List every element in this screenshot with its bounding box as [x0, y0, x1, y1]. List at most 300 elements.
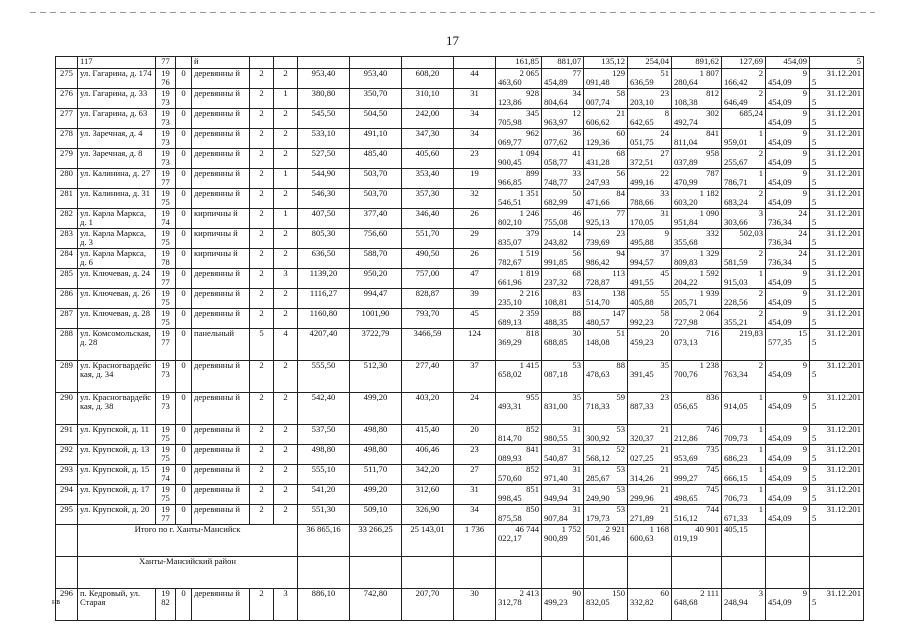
- value-v1: [496, 393, 542, 425]
- area-residential: 403,20: [402, 393, 454, 425]
- value-v5: [672, 169, 722, 189]
- wall-material: деревянны й: [192, 149, 250, 169]
- build-year: 19 75: [156, 229, 176, 249]
- value-v6-fraction: 671,33: [724, 513, 748, 524]
- value-v5-fraction: 492,74: [674, 117, 698, 128]
- area-total: 805,30: [298, 229, 350, 249]
- address: ул. Калинина, д. 31: [78, 189, 156, 209]
- value-v6-fraction: 581,59: [724, 257, 748, 268]
- value-v8-whole: 31.12.201: [826, 288, 861, 298]
- value-v8-whole: 31.12.201: [826, 128, 861, 138]
- value-v5: [672, 309, 722, 329]
- area-total: 555,10: [298, 465, 350, 485]
- value-v5-whole: 302: [706, 108, 719, 118]
- residents: 29: [454, 229, 496, 249]
- value-v5-whole: 841: [706, 128, 719, 138]
- value-v2-whole: 31: [572, 504, 581, 514]
- value-v2-whole: 83: [572, 288, 581, 298]
- value-v6-whole: 2: [758, 308, 763, 318]
- value-v5-whole: 1 939: [699, 288, 719, 298]
- district-empty: [402, 557, 454, 589]
- floors: 2: [250, 309, 274, 329]
- value-v5-whole: 716: [706, 328, 719, 338]
- value-v8-fraction: 5: [812, 197, 817, 208]
- value-v2: [542, 169, 584, 189]
- area-total: 1139,20: [298, 269, 350, 289]
- table-row: [56, 329, 864, 361]
- value-v1: [496, 57, 542, 69]
- value-v4-fraction: 636,59: [630, 77, 654, 88]
- value-v1-whole: 379: [526, 228, 539, 238]
- area-living: 503,70: [350, 189, 402, 209]
- value-v2: [542, 589, 584, 621]
- value-v5: [672, 425, 722, 445]
- area-residential: 242,00: [402, 109, 454, 129]
- total-spacer: [56, 525, 78, 557]
- value-v3-fraction: 091,48: [586, 77, 610, 88]
- value-v6-fraction: 228,56: [724, 297, 748, 308]
- residents: 20: [454, 425, 496, 445]
- value-v4-fraction: 051,75: [630, 137, 654, 148]
- value-v3-fraction: 514,70: [586, 297, 610, 308]
- value-v3: [584, 393, 628, 425]
- value-v5-whole: 735: [706, 444, 719, 454]
- value-v8: [810, 485, 864, 505]
- value-v1-whole: 962: [526, 128, 539, 138]
- value-v4: [628, 229, 672, 249]
- value-v7-fraction: 454,09: [768, 401, 792, 412]
- value-v4-whole: 22: [660, 168, 669, 178]
- row-number: 279: [56, 149, 78, 169]
- wall-material: деревянны й: [192, 169, 250, 189]
- value-v6: [722, 109, 766, 129]
- value-v3: [584, 69, 628, 89]
- value-v5: [672, 57, 722, 69]
- value-v2: [542, 109, 584, 129]
- value-v1-whole: 841: [526, 444, 539, 454]
- value-v1-fraction: 235,10: [498, 297, 522, 308]
- value-v7-fraction: 454,09: [768, 473, 792, 484]
- value-v5-whole: 745: [706, 484, 719, 494]
- value-v6: [722, 129, 766, 149]
- district-row: [56, 557, 864, 589]
- value-v7-fraction: 454,09: [768, 117, 792, 128]
- value-v4-whole: 20: [660, 328, 669, 338]
- total-area-total: 36 865,16: [298, 525, 350, 557]
- value-v5: [672, 229, 722, 249]
- district-empty: [350, 557, 402, 589]
- value-v3-fraction: 471,66: [586, 197, 610, 208]
- district-label: Ханты-Мансийский район: [78, 557, 298, 589]
- value-v1-fraction: 493,31: [498, 401, 522, 412]
- value-v2-whole: 77: [572, 68, 581, 78]
- value-v5: [672, 149, 722, 169]
- area-residential: 357,30: [402, 189, 454, 209]
- value-v2-whole: 88: [572, 308, 581, 318]
- value-v3-fraction: 832,05: [586, 597, 610, 608]
- total-v5: [672, 525, 722, 557]
- entrances: 2: [274, 485, 298, 505]
- value-v3-whole: 53: [616, 424, 625, 434]
- value-v6-fraction: 709,73: [724, 433, 748, 444]
- value-v3: [584, 57, 628, 69]
- area-total: 555,50: [298, 361, 350, 393]
- value-v2-whole: 33: [572, 168, 581, 178]
- wall-material: деревянны й: [192, 309, 250, 329]
- value-v1-whole: 852: [526, 464, 539, 474]
- value-v4: [628, 149, 672, 169]
- value-v6-whole: 1: [758, 504, 763, 514]
- col-3: [176, 57, 192, 69]
- value-v7-fraction: 454,09: [768, 157, 792, 168]
- value-v5-whole: 1 090: [699, 208, 719, 218]
- value-v4: [628, 505, 672, 525]
- wall-material: деревянны й: [192, 189, 250, 209]
- value-v7-whole: 9: [802, 128, 807, 138]
- value-v4-fraction: 491,55: [630, 277, 654, 288]
- value-v1: [496, 289, 542, 309]
- build-year: 19 74: [156, 465, 176, 485]
- value-v3: [584, 269, 628, 289]
- entrances: 2: [274, 309, 298, 329]
- value-v4-whole: 23: [660, 392, 669, 402]
- value-v1-fraction: 875,58: [498, 513, 522, 524]
- floors: 2: [250, 229, 274, 249]
- wall-material: деревянны й: [192, 465, 250, 485]
- value-v7: [766, 425, 810, 445]
- value-v6: [722, 189, 766, 209]
- value-v5-fraction: 953,69: [674, 453, 698, 464]
- value-v1: [496, 109, 542, 129]
- address: ул. Красногвардейс кая, д. 38: [78, 393, 156, 425]
- area-total: 544,90: [298, 169, 350, 189]
- row-number: 277: [56, 109, 78, 129]
- value-v3-whole: 88: [616, 360, 625, 370]
- total-v5-whole: 40 901: [695, 524, 719, 534]
- table-row: [56, 149, 864, 169]
- value-v2-fraction: 488,35: [544, 317, 568, 328]
- table-row: [56, 269, 864, 289]
- value-v4-fraction: 027,25: [630, 453, 654, 464]
- value-v8: [810, 229, 864, 249]
- value-v8-whole: 31.12.201: [826, 444, 861, 454]
- value-v3: [584, 485, 628, 505]
- value-v7: [766, 209, 810, 229]
- value-v4-whole: 21: [660, 444, 669, 454]
- value-v1-fraction: 658,02: [498, 369, 522, 380]
- wall-material: деревянны й: [192, 425, 250, 445]
- value-v2-whole: 50: [572, 188, 581, 198]
- value-v6: [722, 485, 766, 505]
- value-v2-fraction: 804,64: [544, 97, 568, 108]
- value-v4: [628, 69, 672, 89]
- floors: [250, 57, 274, 69]
- value-v3: [584, 89, 628, 109]
- value-v4-fraction: 788,66: [630, 197, 654, 208]
- col-3: 0: [176, 309, 192, 329]
- wall-material: деревянны й: [192, 485, 250, 505]
- value-v6: [722, 589, 766, 621]
- area-living: [350, 57, 402, 69]
- value-v7: [766, 445, 810, 465]
- value-v6-fraction: 763,34: [724, 369, 748, 380]
- value-v2: [542, 89, 584, 109]
- value-v5: [672, 249, 722, 269]
- table-row: [56, 589, 864, 621]
- footnote: нв: [52, 597, 61, 606]
- row-number: 278: [56, 129, 78, 149]
- table-row: [56, 89, 864, 109]
- residents: 45: [454, 309, 496, 329]
- wall-material: деревянны й: [192, 289, 250, 309]
- value-v3-fraction: 249,90: [586, 493, 610, 504]
- value-v2: [542, 361, 584, 393]
- row-number: 294: [56, 485, 78, 505]
- value-v3: [584, 309, 628, 329]
- value-v4-fraction: 314,26: [630, 473, 654, 484]
- value-v1: [496, 229, 542, 249]
- value-v5-fraction: 073,13: [674, 337, 698, 348]
- value-v1-whole: 850: [526, 504, 539, 514]
- total-v2-fraction: 900,89: [544, 533, 568, 544]
- value-v5-fraction: 999,27: [674, 473, 698, 484]
- value-v1-whole: 1 351: [519, 188, 539, 198]
- col-3: 0: [176, 361, 192, 393]
- value-v5: [672, 485, 722, 505]
- value-v3-fraction: 728,87: [586, 277, 610, 288]
- value-v6-fraction: 303,66: [724, 217, 748, 228]
- value-v6: [722, 329, 766, 361]
- area-living: 742,80: [350, 589, 402, 621]
- value-v5: [672, 69, 722, 89]
- value-v6: [722, 269, 766, 289]
- value-v8: [810, 505, 864, 525]
- residents: 19: [454, 169, 496, 189]
- value-v8-fraction: 5: [812, 117, 817, 128]
- value-v5-whole: 2 064: [699, 308, 719, 318]
- value-v2-fraction: 499,23: [544, 597, 568, 608]
- value-v4-whole: 21: [660, 424, 669, 434]
- address: ул. Комсомольская, д. 28: [78, 329, 156, 361]
- value-v7-whole: 9: [802, 464, 807, 474]
- value-v3-fraction: 129,36: [586, 137, 610, 148]
- address: ул. Гагарина, д. 63: [78, 109, 156, 129]
- value-v4-fraction: 332,82: [630, 597, 654, 608]
- value-v4: [628, 109, 672, 129]
- value-v6-whole: 2: [758, 188, 763, 198]
- district-empty: [298, 557, 350, 589]
- col-3: 0: [176, 109, 192, 129]
- col-3: 0: [176, 465, 192, 485]
- value-v7-fraction: 736,34: [768, 217, 792, 228]
- value-v6: [722, 289, 766, 309]
- value-v3-fraction: 431,28: [586, 157, 610, 168]
- total-v6: [722, 525, 766, 557]
- table-row: [56, 109, 864, 129]
- value-v2-fraction: 077,62: [544, 137, 568, 148]
- value-v7-whole: 9: [802, 88, 807, 98]
- value-v5: [672, 589, 722, 621]
- value-v6: [722, 361, 766, 393]
- value-v8-fraction: 5: [812, 277, 817, 288]
- value-v7: [766, 189, 810, 209]
- value-v7-fraction: 454,09: [768, 137, 792, 148]
- value-v5-fraction: 037,89: [674, 157, 698, 168]
- value-v2-fraction: 682,99: [544, 197, 568, 208]
- residents: 47: [454, 269, 496, 289]
- value-v5-whole: 836: [706, 392, 719, 402]
- wall-material: деревянны й: [192, 589, 250, 621]
- entrances: 2: [274, 189, 298, 209]
- value-v6-whole: 3: [758, 208, 763, 218]
- value-v4-whole: 9: [664, 228, 669, 238]
- address: ул. Калинина, д. 27: [78, 169, 156, 189]
- value-v8: [810, 445, 864, 465]
- value-v2: [542, 149, 584, 169]
- value-v6: [722, 69, 766, 89]
- value-v2-whole: 31: [572, 444, 581, 454]
- value-v2: [542, 249, 584, 269]
- residents: 23: [454, 149, 496, 169]
- value-v1: [496, 89, 542, 109]
- value-v4-whole: 254,04: [645, 56, 669, 66]
- value-v4: [628, 361, 672, 393]
- col-3: 0: [176, 425, 192, 445]
- value-v2-fraction: 907,84: [544, 513, 568, 524]
- value-v5-fraction: 280,64: [674, 77, 698, 88]
- value-v4-whole: 51: [660, 68, 669, 78]
- total-v2: [542, 525, 584, 557]
- value-v7: [766, 289, 810, 309]
- value-v1-fraction: 369,29: [498, 337, 522, 348]
- residents: 124: [454, 329, 496, 361]
- value-v3-fraction: 247,93: [586, 177, 610, 188]
- address: ул. Карла Маркса, д. 1: [78, 209, 156, 229]
- area-living: 499,20: [350, 393, 402, 425]
- value-v5-whole: 1 238: [699, 360, 719, 370]
- district-empty: [454, 557, 496, 589]
- value-v4: [628, 329, 672, 361]
- value-v4-whole: 45: [660, 268, 669, 278]
- value-v5-whole: 958: [706, 148, 719, 158]
- value-v5-whole: 1 807: [699, 68, 719, 78]
- value-v6: [722, 249, 766, 269]
- value-v5-fraction: 204,22: [674, 277, 698, 288]
- value-v5-fraction: 951,84: [674, 217, 698, 228]
- build-year: 77: [156, 57, 176, 69]
- value-v7-whole: 9: [802, 360, 807, 370]
- value-v2-fraction: 058,77: [544, 157, 568, 168]
- value-v7: [766, 505, 810, 525]
- value-v7-whole: 9: [802, 68, 807, 78]
- value-v1-whole: 345: [526, 108, 539, 118]
- build-year: 19 73: [156, 149, 176, 169]
- value-v4-whole: 24: [660, 128, 669, 138]
- entrances: 2: [274, 393, 298, 425]
- value-v6-whole: 2: [758, 288, 763, 298]
- area-total: 636,50: [298, 249, 350, 269]
- value-v6-fraction: 706,73: [724, 493, 748, 504]
- value-v8: [810, 189, 864, 209]
- build-year: 19 75: [156, 309, 176, 329]
- value-v7-fraction: 454,09: [768, 317, 792, 328]
- value-v5: [672, 109, 722, 129]
- wall-material: кирпичны й: [192, 209, 250, 229]
- area-residential: 310,10: [402, 89, 454, 109]
- value-v3-whole: 77: [616, 208, 625, 218]
- residents: 34: [454, 109, 496, 129]
- value-v3-fraction: 179,73: [586, 513, 610, 524]
- district-empty: [628, 557, 672, 589]
- area-residential: 608,20: [402, 69, 454, 89]
- value-v4: [628, 269, 672, 289]
- value-v3-whole: 129: [612, 68, 625, 78]
- value-v8-whole: 31.12.201: [826, 68, 861, 78]
- value-v5-whole: 332: [706, 228, 719, 238]
- value-v1: [496, 269, 542, 289]
- value-v1-fraction: 463,60: [498, 77, 522, 88]
- area-living: 504,50: [350, 109, 402, 129]
- floors: 2: [250, 289, 274, 309]
- value-v3: [584, 189, 628, 209]
- floors: 5: [250, 329, 274, 361]
- value-v4-fraction: 499,16: [630, 177, 654, 188]
- value-v1-fraction: 661,96: [498, 277, 522, 288]
- value-v1-whole: 2 359: [519, 308, 539, 318]
- value-v2-fraction: 237,32: [544, 277, 568, 288]
- value-v4: [628, 89, 672, 109]
- value-v3: [584, 149, 628, 169]
- value-v5-whole: 1 329: [699, 248, 719, 258]
- value-v8-fraction: 5: [812, 257, 817, 268]
- value-v3: [584, 229, 628, 249]
- value-v2-whole: 31: [572, 484, 581, 494]
- area-living: 499,20: [350, 485, 402, 505]
- value-v8: [810, 209, 864, 229]
- value-v6: [722, 169, 766, 189]
- build-year: 19 82: [156, 589, 176, 621]
- value-v7-fraction: 454,09: [768, 453, 792, 464]
- floors: 2: [250, 69, 274, 89]
- value-v1-fraction: 312,78: [498, 597, 522, 608]
- value-v2-fraction: 755,08: [544, 217, 568, 228]
- table-row: [56, 485, 864, 505]
- value-v5-whole: 745: [706, 464, 719, 474]
- wall-material: деревянны й: [192, 505, 250, 525]
- entrances: 2: [274, 289, 298, 309]
- value-v3-whole: 84: [616, 188, 625, 198]
- value-v2-fraction: 963,97: [544, 117, 568, 128]
- value-v6: [722, 465, 766, 485]
- value-v1: [496, 361, 542, 393]
- value-v1-fraction: 570,60: [498, 473, 522, 484]
- total-v3-fraction: 501,46: [586, 533, 610, 544]
- area-residential: [402, 57, 454, 69]
- value-v8: [810, 69, 864, 89]
- value-v5: [672, 445, 722, 465]
- value-v6-whole: 3: [758, 588, 763, 598]
- value-v6: [722, 209, 766, 229]
- value-v1: [496, 329, 542, 361]
- value-v8-whole: 31.12.201: [826, 148, 861, 158]
- address: ул. Крупской, д. 20: [78, 505, 156, 525]
- value-v1-whole: 1 415: [519, 360, 539, 370]
- entrances: 2: [274, 149, 298, 169]
- area-total: 537,50: [298, 425, 350, 445]
- area-residential: 342,20: [402, 465, 454, 485]
- entrances: 3: [274, 589, 298, 621]
- value-v7-whole: 9: [802, 588, 807, 598]
